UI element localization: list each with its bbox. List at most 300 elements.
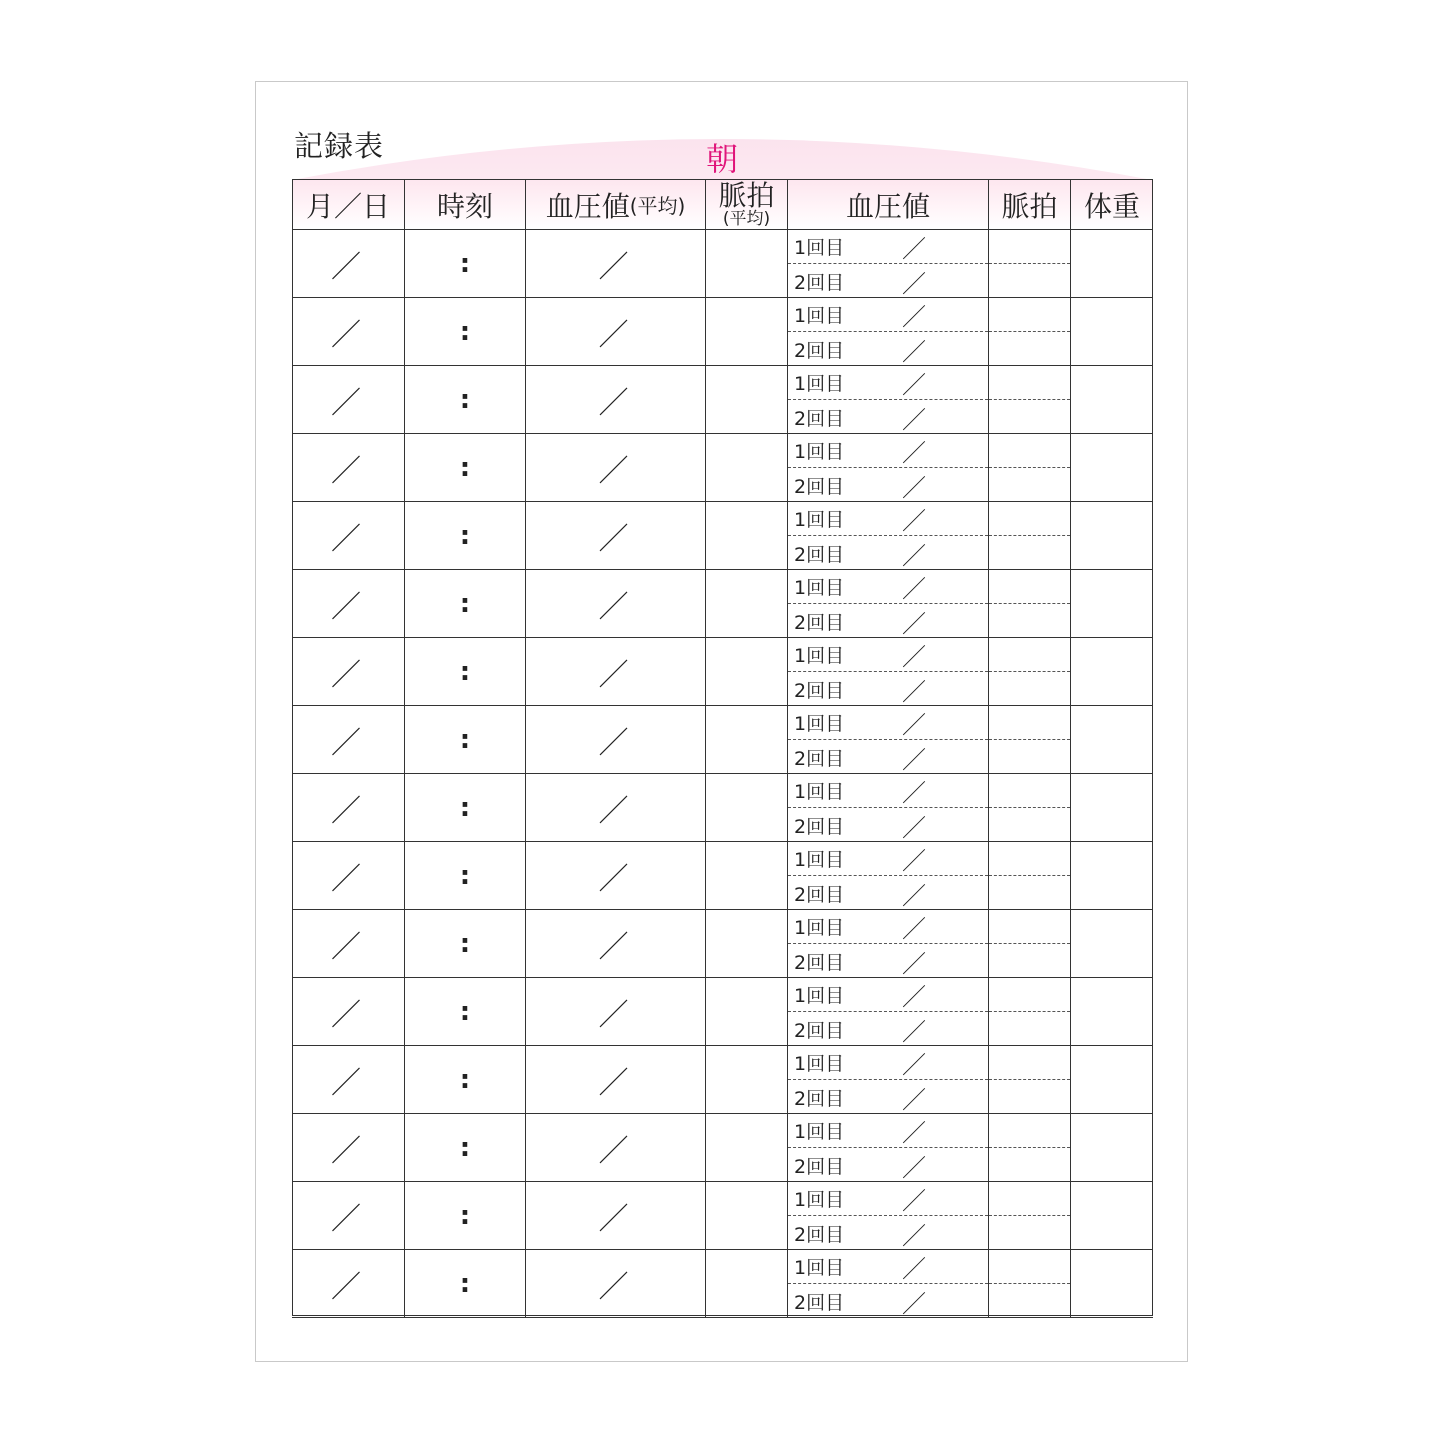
measurement-2-row[interactable]: [788, 468, 988, 502]
header-date-label: 月／日: [305, 189, 390, 223]
time-cell[interactable]: [405, 502, 526, 570]
pulse-average-cell[interactable]: [706, 434, 788, 502]
pulse-measurements-cell[interactable]: [989, 774, 1071, 842]
measurement-1-separator: ／: [902, 1187, 926, 1215]
pulse-split-line: [989, 910, 1070, 944]
pulse-average-cell[interactable]: [706, 366, 788, 434]
time-separator: :: [459, 1064, 471, 1095]
bp-measurements-cell[interactable]: [788, 638, 989, 706]
pulse-split-line: [989, 1250, 1070, 1284]
pulse-average-cell[interactable]: [706, 978, 788, 1046]
date-cell[interactable]: [292, 774, 405, 842]
date-separator: ／: [331, 1133, 361, 1169]
pulse-measurements-cell[interactable]: [989, 910, 1071, 978]
pulse-measurements-cell[interactable]: [989, 638, 1071, 706]
measurement-2-row[interactable]: [788, 400, 988, 434]
measurement-1-label: 1回目: [794, 1189, 845, 1211]
table-row: [292, 910, 1153, 978]
measurement-2-label: 2回目: [794, 951, 845, 974]
bp-measurements-cell[interactable]: [788, 434, 989, 502]
date-cell[interactable]: [292, 706, 405, 774]
pulse-split-line: [989, 230, 1070, 264]
measurement-2-label: 2回目: [794, 543, 845, 566]
measurement-2-label: 2回目: [794, 679, 845, 702]
bp-average-separator: ／: [598, 589, 629, 625]
table-row: [292, 706, 1153, 774]
bp-average-cell[interactable]: [526, 774, 706, 842]
measurement-2-label: 2回目: [794, 1155, 845, 1178]
time-separator: :: [459, 1268, 471, 1299]
time-cell[interactable]: [405, 570, 526, 638]
header-pulse-average: [706, 180, 788, 229]
bp-measurements-cell[interactable]: [788, 978, 989, 1046]
bp-average-separator: ／: [598, 521, 629, 557]
date-cell[interactable]: [292, 366, 405, 434]
measurement-2-separator: ／: [902, 1085, 926, 1114]
date-cell[interactable]: [292, 1114, 405, 1182]
bp-average-cell[interactable]: [526, 366, 706, 434]
bp-average-cell[interactable]: [526, 1182, 706, 1250]
bp-measurements-cell[interactable]: [788, 1046, 989, 1114]
bp-average-separator: ／: [598, 1269, 629, 1305]
time-cell[interactable]: [405, 366, 526, 434]
measurement-1-separator: ／: [902, 711, 926, 739]
bp-average-cell[interactable]: [526, 1046, 706, 1114]
pulse-average-cell[interactable]: [706, 502, 788, 570]
time-separator: :: [459, 860, 471, 891]
section-label-morning: 朝: [705, 140, 738, 178]
bp-measurements-cell[interactable]: [788, 570, 989, 638]
measurement-1-row[interactable]: [788, 230, 988, 264]
weight-cell[interactable]: [1071, 434, 1153, 502]
time-cell[interactable]: [405, 1114, 526, 1182]
time-separator: :: [459, 248, 471, 279]
date-cell[interactable]: [292, 910, 405, 978]
date-separator: ／: [331, 249, 361, 285]
measurement-1-separator: ／: [902, 235, 926, 263]
date-cell[interactable]: [292, 1250, 405, 1318]
measurement-2-separator: ／: [902, 473, 926, 502]
bp-average-cell[interactable]: [526, 230, 706, 298]
time-cell[interactable]: [405, 298, 526, 366]
measurement-2-separator: ／: [902, 881, 926, 910]
bp-measurements-cell[interactable]: [788, 298, 989, 366]
weight-cell[interactable]: [1071, 1182, 1153, 1250]
date-separator: ／: [331, 1065, 361, 1101]
time-cell[interactable]: [405, 978, 526, 1046]
pulse-measurements-cell[interactable]: [989, 570, 1071, 638]
pulse-measurements-cell[interactable]: [989, 842, 1071, 910]
measurement-2-label: 2回目: [794, 271, 845, 294]
weight-cell[interactable]: [1071, 774, 1153, 842]
bp-average-separator: ／: [598, 1201, 629, 1237]
bp-average-separator: ／: [598, 861, 629, 897]
pulse-average-cell[interactable]: [706, 1114, 788, 1182]
measurement-2-separator: ／: [902, 609, 926, 638]
measurement-1-separator: ／: [902, 507, 926, 535]
measurement-2-separator: ／: [902, 813, 926, 842]
measurement-2-label: 2回目: [794, 1291, 845, 1314]
time-cell[interactable]: [405, 1046, 526, 1114]
pulse-measurements-cell[interactable]: [989, 978, 1071, 1046]
header-pulse-average-sub: (平均): [722, 208, 771, 229]
measurement-1-row[interactable]: [788, 502, 988, 536]
bp-average-cell[interactable]: [526, 434, 706, 502]
time-separator: :: [459, 384, 471, 415]
pulse-average-cell[interactable]: [706, 638, 788, 706]
measurement-2-separator: ／: [902, 269, 926, 298]
pulse-measurements-cell[interactable]: [989, 706, 1071, 774]
measurement-1-row[interactable]: [788, 366, 988, 400]
time-cell[interactable]: [405, 910, 526, 978]
measurement-1-row[interactable]: [788, 1114, 988, 1148]
date-cell[interactable]: [292, 502, 405, 570]
bp-measurements-cell[interactable]: [788, 366, 989, 434]
bp-average-separator: ／: [598, 793, 629, 829]
measurement-2-label: 2回目: [794, 883, 845, 906]
measurement-2-label: 2回目: [794, 1019, 845, 1042]
table-row: [292, 978, 1153, 1046]
date-cell[interactable]: [292, 978, 405, 1046]
time-separator: :: [459, 656, 471, 687]
date-cell[interactable]: [292, 434, 405, 502]
measurement-2-row[interactable]: [788, 1012, 988, 1046]
time-separator: :: [459, 996, 471, 1027]
measurement-2-separator: ／: [902, 541, 926, 570]
measurement-2-label: 2回目: [794, 611, 845, 634]
weight-cell[interactable]: [1071, 706, 1153, 774]
header-bp-average-sub: (平均): [629, 194, 686, 218]
weight-cell[interactable]: [1071, 1114, 1153, 1182]
pulse-average-cell[interactable]: [706, 774, 788, 842]
weight-cell[interactable]: [1071, 366, 1153, 434]
pulse-split-line: [989, 842, 1070, 876]
weight-cell[interactable]: [1071, 502, 1153, 570]
measurement-2-row[interactable]: [788, 604, 988, 638]
date-separator: ／: [331, 657, 361, 693]
measurement-2-row[interactable]: [788, 740, 988, 774]
time-separator: :: [459, 928, 471, 959]
measurement-1-row[interactable]: [788, 978, 988, 1012]
date-separator: ／: [331, 385, 361, 421]
header-pulse: [989, 180, 1071, 229]
date-cell[interactable]: [292, 230, 405, 298]
weight-cell[interactable]: [1071, 978, 1153, 1046]
pulse-measurements-cell[interactable]: [989, 502, 1071, 570]
table-row: [292, 366, 1153, 434]
bp-average-separator: ／: [598, 725, 629, 761]
bp-measurements-cell[interactable]: [788, 1182, 989, 1250]
time-separator: :: [459, 316, 471, 347]
measurement-1-separator: ／: [902, 643, 926, 671]
date-separator: ／: [331, 997, 361, 1033]
pulse-measurements-cell[interactable]: [989, 298, 1071, 366]
time-cell[interactable]: [405, 434, 526, 502]
pulse-split-line: [989, 1114, 1070, 1148]
bp-average-cell[interactable]: [526, 910, 706, 978]
bp-average-cell[interactable]: [526, 638, 706, 706]
measurement-1-row[interactable]: [788, 706, 988, 740]
bp-measurements-cell[interactable]: [788, 910, 989, 978]
pulse-measurements-cell[interactable]: [989, 1046, 1071, 1114]
pulse-split-line: [989, 1182, 1070, 1216]
measurement-1-row[interactable]: [788, 1046, 988, 1080]
pulse-split-line: [989, 298, 1070, 332]
measurement-1-label: 1回目: [794, 305, 845, 327]
date-cell[interactable]: [292, 638, 405, 706]
pulse-measurements-cell[interactable]: [989, 1182, 1071, 1250]
measurement-1-row[interactable]: [788, 1250, 988, 1284]
time-separator: :: [459, 520, 471, 551]
measurement-2-label: 2回目: [794, 339, 845, 362]
pulse-split-line: [989, 366, 1070, 400]
measurement-1-row[interactable]: [788, 638, 988, 672]
bp-average-separator: ／: [598, 657, 629, 693]
bp-average-separator: ／: [598, 997, 629, 1033]
bp-measurements-cell[interactable]: [788, 1114, 989, 1182]
date-separator: ／: [331, 589, 361, 625]
sheet-title: 記録表: [294, 129, 385, 163]
header-bp-average: [526, 180, 706, 229]
measurement-2-row[interactable]: [788, 1080, 988, 1114]
measurement-1-row[interactable]: [788, 1182, 988, 1216]
measurement-1-separator: ／: [902, 847, 926, 875]
time-cell[interactable]: [405, 1250, 526, 1318]
date-separator: ／: [331, 793, 361, 829]
header-bp: [788, 180, 989, 229]
bp-average-separator: ／: [598, 1065, 629, 1101]
table-row: [292, 1114, 1153, 1182]
bp-measurements-cell[interactable]: [788, 706, 989, 774]
date-separator: ／: [331, 317, 361, 353]
measurement-1-row[interactable]: [788, 298, 988, 332]
time-cell[interactable]: [405, 1182, 526, 1250]
measurement-1-label: 1回目: [794, 1053, 845, 1075]
bp-average-cell[interactable]: [526, 502, 706, 570]
measurement-2-separator: ／: [902, 1221, 926, 1250]
weight-cell[interactable]: [1071, 570, 1153, 638]
pulse-average-cell[interactable]: [706, 1182, 788, 1250]
pulse-average-cell[interactable]: [706, 706, 788, 774]
measurement-1-row[interactable]: [788, 910, 988, 944]
date-cell[interactable]: [292, 842, 405, 910]
weight-cell[interactable]: [1071, 638, 1153, 706]
measurement-2-label: 2回目: [794, 815, 845, 838]
bp-average-separator: ／: [598, 453, 629, 489]
date-separator: ／: [331, 1201, 361, 1237]
date-cell[interactable]: [292, 1046, 405, 1114]
bp-average-separator: ／: [598, 1133, 629, 1169]
date-separator: ／: [331, 725, 361, 761]
weight-cell[interactable]: [1071, 230, 1153, 298]
measurement-2-separator: ／: [902, 405, 926, 434]
measurement-1-label: 1回目: [794, 237, 845, 259]
time-separator: :: [459, 1200, 471, 1231]
table-row: [292, 842, 1153, 910]
bp-average-cell[interactable]: [526, 978, 706, 1046]
measurement-2-separator: ／: [902, 1017, 926, 1046]
measurement-1-row[interactable]: [788, 570, 988, 604]
time-cell[interactable]: [405, 230, 526, 298]
bp-average-separator: ／: [598, 929, 629, 965]
time-separator: :: [459, 588, 471, 619]
time-cell[interactable]: [405, 774, 526, 842]
measurement-1-separator: ／: [902, 303, 926, 331]
measurement-1-separator: ／: [902, 1051, 926, 1079]
measurement-2-label: 2回目: [794, 475, 845, 498]
date-separator: ／: [331, 521, 361, 557]
pulse-split-line: [989, 434, 1070, 468]
pulse-split-line: [989, 638, 1070, 672]
measurement-1-label: 1回目: [794, 781, 845, 803]
weight-cell[interactable]: [1071, 910, 1153, 978]
pulse-measurements-cell[interactable]: [989, 1250, 1071, 1318]
measurement-2-separator: ／: [902, 949, 926, 978]
bp-measurements-cell[interactable]: [788, 842, 989, 910]
measurement-2-row[interactable]: [788, 1148, 988, 1182]
pulse-average-cell[interactable]: [706, 1250, 788, 1318]
measurement-2-row[interactable]: [788, 332, 988, 366]
table-row: [292, 774, 1153, 842]
table-row: [292, 434, 1153, 502]
table-row: [292, 1046, 1153, 1114]
date-cell[interactable]: [292, 570, 405, 638]
time-cell[interactable]: [405, 706, 526, 774]
measurement-1-label: 1回目: [794, 577, 845, 599]
weight-cell[interactable]: [1071, 1046, 1153, 1114]
header-pulse-average-label: 脈拍: [718, 178, 775, 212]
weight-cell[interactable]: [1071, 842, 1153, 910]
bp-average-separator: ／: [598, 249, 629, 285]
measurement-2-row[interactable]: [788, 264, 988, 298]
pulse-average-cell[interactable]: [706, 1046, 788, 1114]
header-time: [405, 180, 526, 229]
header-weight: [1071, 180, 1153, 229]
date-separator: ／: [331, 929, 361, 965]
pulse-split-line: [989, 706, 1070, 740]
pulse-measurements-cell[interactable]: [989, 1114, 1071, 1182]
bp-average-separator: ／: [598, 385, 629, 421]
measurement-1-separator: ／: [902, 983, 926, 1011]
table-row: [292, 570, 1153, 638]
header-bp-label: 血圧値: [845, 189, 930, 223]
time-cell[interactable]: [405, 638, 526, 706]
bp-average-cell[interactable]: [526, 298, 706, 366]
measurement-1-separator: ／: [902, 779, 926, 807]
pulse-split-line: [989, 1046, 1070, 1080]
measurement-2-separator: ／: [902, 745, 926, 774]
measurement-1-label: 1回目: [794, 713, 845, 735]
measurement-1-label: 1回目: [794, 1121, 845, 1143]
measurement-2-separator: ／: [902, 1289, 926, 1318]
pulse-measurements-cell[interactable]: [989, 366, 1071, 434]
measurement-1-label: 1回目: [794, 1257, 845, 1279]
measurement-2-label: 2回目: [794, 747, 845, 770]
measurement-2-row[interactable]: [788, 876, 988, 910]
measurement-1-separator: ／: [902, 1255, 926, 1283]
table-row: [292, 1182, 1153, 1250]
measurement-1-separator: ／: [902, 915, 926, 943]
table-row: [292, 638, 1153, 706]
time-cell[interactable]: [405, 842, 526, 910]
pulse-average-cell[interactable]: [706, 230, 788, 298]
date-cell[interactable]: [292, 1182, 405, 1250]
pulse-average-cell[interactable]: [706, 570, 788, 638]
time-separator: :: [459, 724, 471, 755]
measurement-1-label: 1回目: [794, 645, 845, 667]
bp-average-cell[interactable]: [526, 842, 706, 910]
measurement-1-row[interactable]: [788, 842, 988, 876]
header-bp-average-label: 血圧値: [545, 189, 630, 223]
measurement-2-row[interactable]: [788, 808, 988, 842]
measurement-1-label: 1回目: [794, 985, 845, 1007]
pulse-average-cell[interactable]: [706, 298, 788, 366]
pulse-measurements-cell[interactable]: [989, 434, 1071, 502]
table-row: [292, 298, 1153, 366]
pulse-average-cell[interactable]: [706, 910, 788, 978]
bp-average-cell[interactable]: [526, 706, 706, 774]
pulse-split-line: [989, 570, 1070, 604]
date-cell[interactable]: [292, 298, 405, 366]
bp-measurements-cell[interactable]: [788, 774, 989, 842]
pulse-split-line: [989, 502, 1070, 536]
pulse-measurements-cell[interactable]: [989, 230, 1071, 298]
pulse-average-cell[interactable]: [706, 842, 788, 910]
bp-average-cell[interactable]: [526, 1114, 706, 1182]
table-row: [292, 1250, 1153, 1318]
bp-measurements-cell[interactable]: [788, 502, 989, 570]
time-separator: :: [459, 452, 471, 483]
pulse-split-line: [989, 978, 1070, 1012]
header-time-label: 時刻: [436, 189, 493, 223]
measurement-1-separator: ／: [902, 439, 926, 467]
measurement-2-label: 2回目: [794, 407, 845, 430]
bp-average-cell[interactable]: [526, 1250, 706, 1318]
pulse-split-line: [989, 774, 1070, 808]
measurement-2-row[interactable]: [788, 1216, 988, 1250]
measurement-2-separator: ／: [902, 677, 926, 706]
table-row: [292, 230, 1153, 298]
measurement-2-label: 2回目: [794, 1087, 845, 1110]
date-separator: ／: [331, 453, 361, 489]
date-separator: ／: [331, 1269, 361, 1305]
measurement-1-label: 1回目: [794, 373, 845, 395]
measurement-1-separator: ／: [902, 371, 926, 399]
measurement-2-separator: ／: [902, 1153, 926, 1182]
bp-measurements-cell[interactable]: [788, 230, 989, 298]
weight-cell[interactable]: [1071, 1250, 1153, 1318]
measurement-1-label: 1回目: [794, 849, 845, 871]
bp-measurements-cell[interactable]: [788, 1250, 989, 1318]
measurement-2-row[interactable]: [788, 944, 988, 978]
date-separator: ／: [331, 861, 361, 897]
measurement-2-row[interactable]: [788, 1284, 988, 1318]
measurement-1-row[interactable]: [788, 774, 988, 808]
bp-average-cell[interactable]: [526, 570, 706, 638]
measurement-1-label: 1回目: [794, 441, 845, 463]
measurement-1-row[interactable]: [788, 434, 988, 468]
measurement-2-separator: ／: [902, 337, 926, 366]
time-separator: :: [459, 792, 471, 823]
header-pulse-label: 脈拍: [1001, 189, 1058, 223]
measurement-2-row[interactable]: [788, 672, 988, 706]
bp-average-separator: ／: [598, 317, 629, 353]
measurement-2-label: 2回目: [794, 1223, 845, 1246]
weight-cell[interactable]: [1071, 298, 1153, 366]
measurement-1-separator: ／: [902, 1119, 926, 1147]
measurement-1-label: 1回目: [794, 509, 845, 531]
measurement-2-row[interactable]: [788, 536, 988, 570]
